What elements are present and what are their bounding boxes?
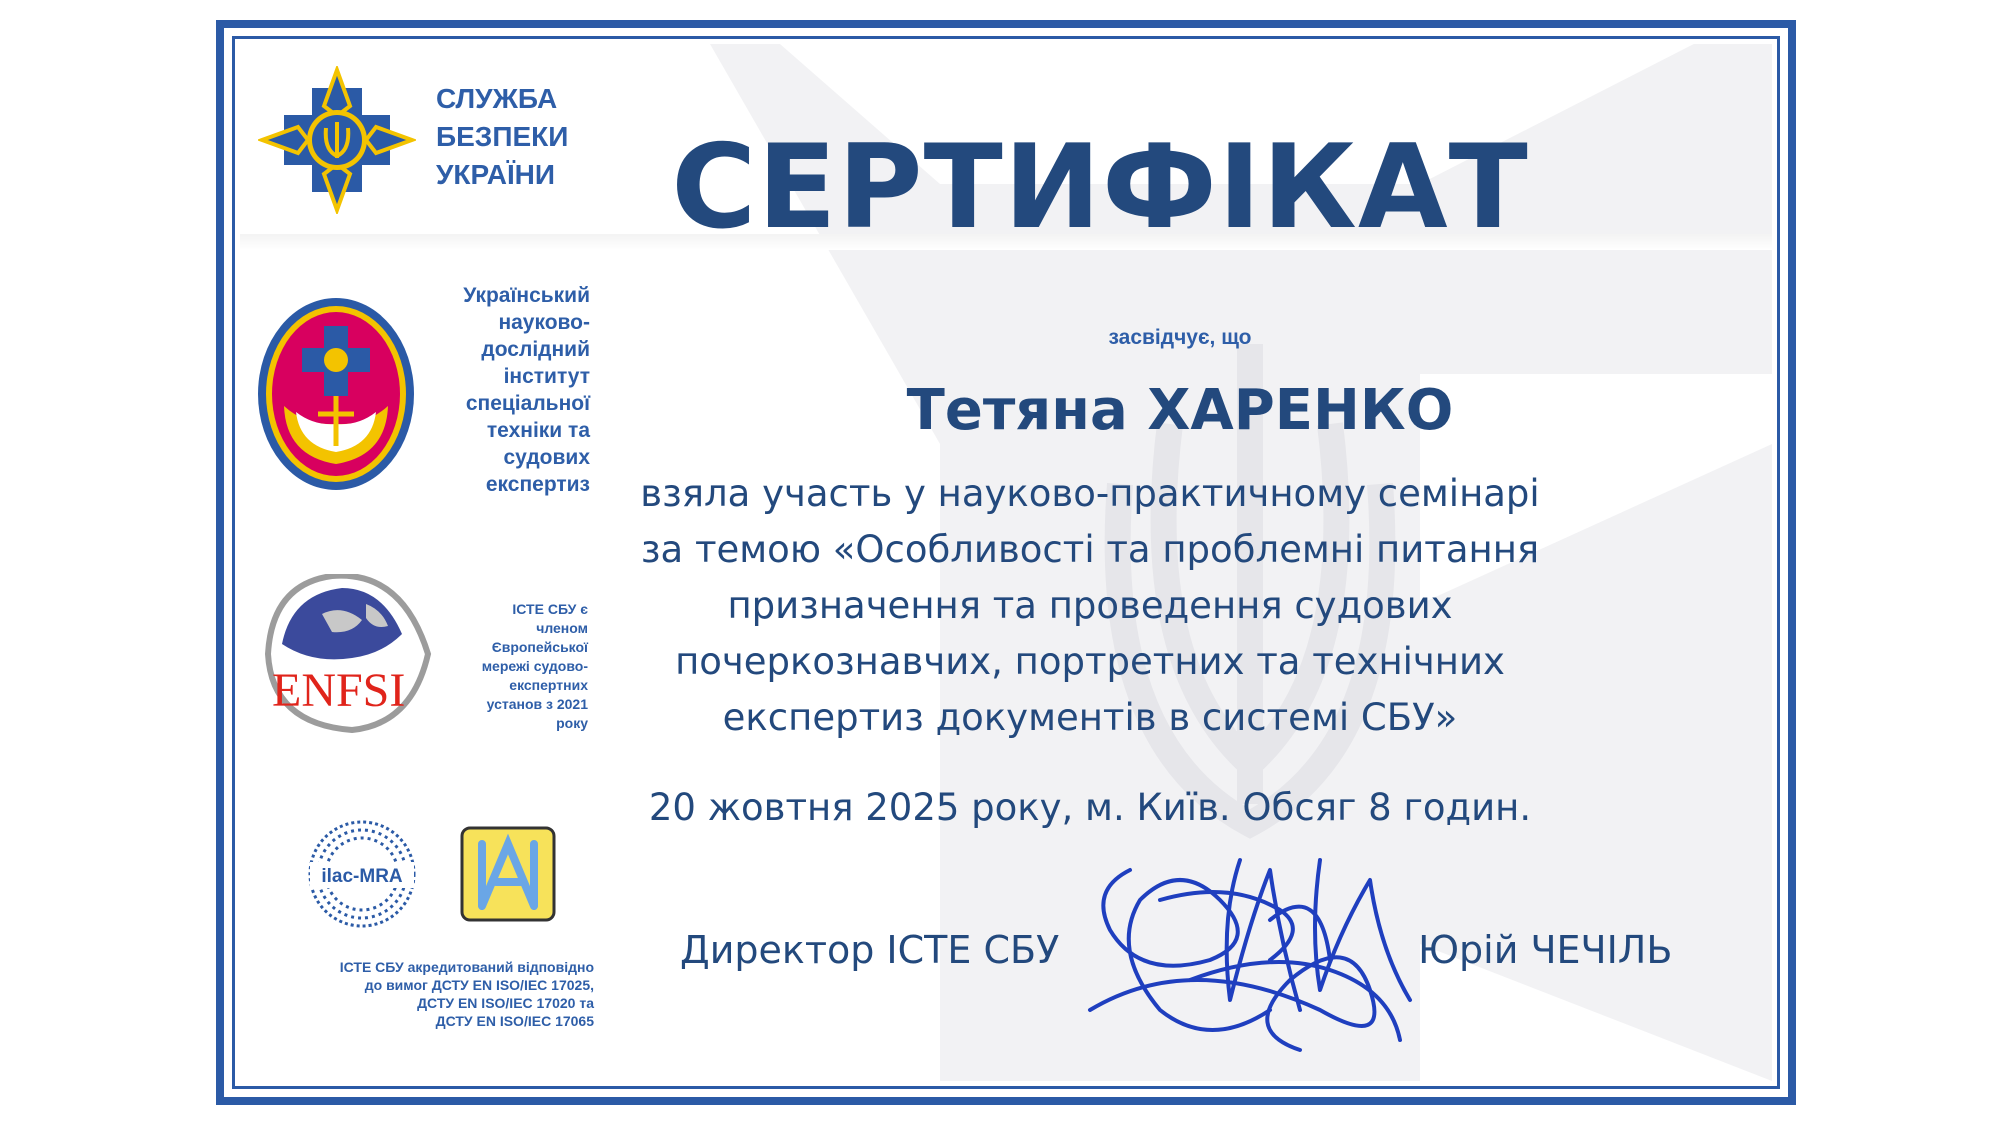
sbu-cross-emblem-icon [258,66,416,214]
enfsi-membership-note: ІСТЕ СБУ є членом Європейської мережі судово- експертних установ з 2021 року [481,601,588,731]
certificate-title: СЕРТИФІКАТ [671,120,1529,255]
sbu-title-line: БЕЗПЕКИ [436,121,569,152]
ilac-mra-logo-icon [306,818,418,930]
recipient-name: Тетяна ХАРЕНКО [906,378,1454,443]
institute-emblem-icon [256,296,416,492]
national-accreditation-logo-icon [460,826,556,922]
sbu-title [436,80,636,194]
certificate-date-line: 20 жовтня 2025 року, м. Київ. Обсяг 8 годин. [648,786,1532,829]
sbu-title-line: СЛУЖБА [436,83,558,114]
enfsi-logo-text: ENFSI [272,664,406,717]
signatory-name: Юрій ЧЕЧІЛЬ [1418,928,1673,972]
enfsi-logo-icon [262,574,438,734]
ilac-mra-logo-text: ilac-MRA [321,866,403,887]
signatory-position: Директор ІСТЕ СБУ [680,928,1060,972]
handwritten-signature-icon [1070,840,1450,1080]
sbu-title-line: УКРАЇНИ [436,159,556,190]
certificate-body: взяла участь у науково-практичному семінарі за темою «Особливості та проблемні питання призначення та проведення судових почеркознавчих, портретних та технічних експертиз документів в системі СБУ» [640,472,1540,739]
accreditation-note: ІСТЕ СБУ акредитований відповідно до вимог ДСТУ EN ISO/IEC 17025, ДСТУ EN ISO/IEC 17020 та ДСТУ EN ISO/IEC 17065 [339,959,594,1029]
institute-name: Український науково- дослідний інститут спеціальної техніки та судових експертиз [463,284,590,496]
certifies-label: засвідчує, що [1108,326,1252,349]
